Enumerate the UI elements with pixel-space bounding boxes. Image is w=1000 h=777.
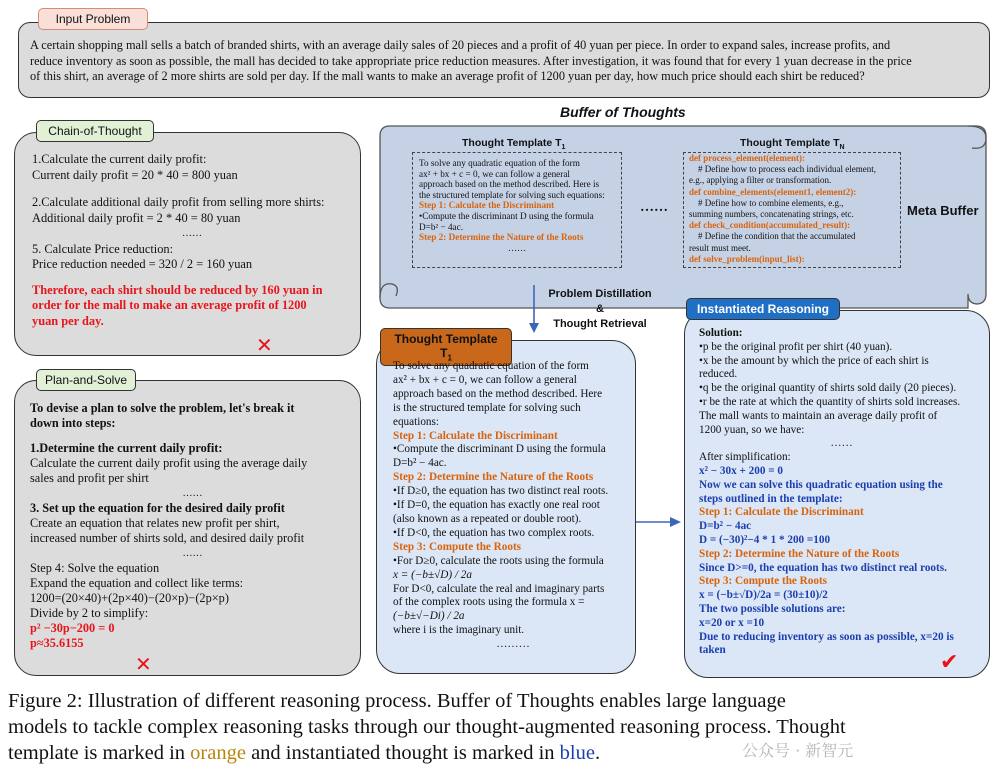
distill-line: Problem Distillation [548, 288, 652, 300]
buffer-t1-line: •Compute the discriminant D using the formula [419, 210, 594, 221]
ir-line: •r be the rate at which the quantity of shirts sold increases. [699, 395, 961, 408]
cot-line: Current daily profit = 20 * 40 = 800 yuan [32, 167, 238, 182]
cot-line: 1.Calculate the current daily profit: [32, 152, 207, 166]
ir-blue-line: Now we can solve this quadratic equation using the [699, 478, 943, 491]
ps-intro: To devise a plan to solve the problem, let's break it [30, 401, 295, 415]
ir-line: •p be the original profit per shirt (40 yuan). [699, 340, 893, 353]
ir-step: Step 3: Compute the Roots [699, 575, 828, 588]
buffer-tn-comment: result must meet. [689, 242, 751, 253]
tt1-line: (also known as a repeated or double root). [393, 512, 582, 525]
cot-label: Chain-of-Thought [36, 120, 154, 142]
ir-dots: …… [830, 437, 853, 450]
tt1-step: Step 2: Determine the Nature of the Roots [393, 471, 594, 484]
buffer-ellipsis: …… [640, 200, 668, 215]
cot-line: 5. Calculate Price reduction: [32, 241, 174, 256]
tt1-line: •Compute the discriminant D using the formula [393, 443, 606, 456]
buffer-tn-comment: # Define the condition that the accumulated [689, 231, 856, 242]
ir-line: •q be the original quantity of shirts sold daily (20 pieces). [699, 382, 957, 395]
buffer-tn-comment: # Define how to combine elements, e.g., [689, 197, 844, 208]
distill-label [540, 287, 660, 332]
ps-equation: p² −30p−200 = 0 [30, 621, 115, 635]
buffer-tn-code: def check_condition(accumulated_result): [689, 220, 851, 231]
meta-buffer-label: Meta Buffer [907, 203, 979, 218]
distill-amp: & [596, 303, 604, 315]
tt1-dots: ……… [496, 638, 530, 651]
tt1-label-sub: 1 [447, 353, 452, 363]
tt1-line: To solve any quadratic equation of the form [393, 360, 589, 372]
buffer-t1-line: D=b² − 4ac. [419, 221, 463, 232]
input-problem-label: Input Problem [38, 8, 148, 30]
ir-blue-line: Due to reducing inventory as soon as possible, x=20 is [699, 630, 954, 643]
buffer-t1-step: Step 1: Calculate the Discriminant [419, 200, 555, 211]
ps-line: Step 4: Solve the equation [30, 561, 160, 575]
ir-blue-line: D=b² − 4ac [699, 520, 752, 533]
tt1-line: of the complex roots using the formula x = [393, 596, 585, 609]
buffer-t1-line: To solve any quadratic equation of the form [419, 158, 580, 168]
ps-line: Expand the equation and collect like terms: [30, 576, 244, 590]
ps-line: Calculate the current daily profit using the average daily [30, 456, 308, 470]
cot-content [32, 152, 352, 329]
ir-blue-line: The two possible solutions are: [699, 602, 846, 615]
caption-text: . [594, 742, 601, 764]
ir-blue-line: taken [699, 644, 726, 657]
buffer-tn-comment: summing numbers, concatenating strings, etc. [689, 209, 854, 220]
distill-line: Thought Retrieval [553, 318, 647, 330]
ir-correct-icon: ✔ [940, 650, 959, 675]
input-problem-text [30, 38, 985, 85]
buffer-tn-code: def combine_elements(element1, element2): [689, 186, 857, 197]
cot-wrong-icon: ✕ [256, 333, 273, 357]
problem-line: of this shirt, an average of 2 more shirts are sold per day. If the mall wants to make an average profit of 1200 yuan per day, how much price should each shirt be reduced? [30, 69, 865, 83]
ps-line: Create an equation that relates new profit per shirt, [30, 516, 280, 530]
buffer-title: Buffer of Thoughts [560, 104, 686, 120]
buffer-t1-dots: …… [507, 242, 527, 253]
tt1-content [393, 360, 633, 652]
buffer-t1-sub: 1 [561, 144, 566, 152]
buffer-t1-step: Step 2: Determine the Nature of the Roots [419, 232, 584, 243]
ir-blue-line: x = (−b±√D)/2a = (30±10)/2 [699, 589, 828, 602]
caption-line: models to tackle complex reasoning tasks through our thought-augmented reasoning process. Thought [8, 716, 846, 738]
buffer-t1-title [462, 137, 565, 151]
tt1-line: For D<0, calculate the real and imaginary parts [393, 582, 605, 595]
ir-content [699, 327, 984, 658]
ps-label: Plan-and-Solve [36, 369, 136, 391]
ir-solution: Solution: [699, 327, 743, 339]
ir-line: After simplification: [699, 451, 791, 464]
caption-blue-word: blue [559, 742, 595, 764]
ps-dots: …… [182, 488, 203, 499]
ps-wrong-icon: ✕ [135, 652, 152, 676]
caption-orange-word: orange [190, 742, 246, 764]
tt1-line: •For D≥0, calculate the roots using the formula [393, 554, 604, 567]
buffer-t1-line: ax² + bx + c = 0, we can follow a general [419, 168, 570, 179]
watermark: 公众号 · 新智元 [742, 741, 854, 760]
tt1-line: •If D≥0, the equation has two distinct real roots. [393, 485, 609, 498]
ps-dots: …… [182, 548, 203, 559]
tt1-line: •If D<0, the equation has two complex roots. [393, 526, 595, 539]
buffer-tn-code: def solve_problem(input_list): [689, 253, 805, 264]
ps-line: sales and profit per shirt [30, 471, 149, 485]
buffer-tn-code: def process_element(element): [689, 153, 806, 163]
cot-line: Price reduction needed = 320 / 2 = 160 yuan [32, 257, 253, 271]
tt1-line: equations: [393, 415, 439, 428]
problem-line: A certain shopping mall sells a batch of branded shirts, with an average daily sales of 20 pieces and a profit of 40 yuan per piece. In order to expand sales, increase profits, and [30, 38, 891, 52]
ir-step: Step 1: Calculate the Discriminant [699, 506, 864, 519]
tt1-line: •If D=0, the equation has exactly one real root [393, 499, 600, 512]
tt1-line: is the structured template for solving such [393, 401, 581, 414]
problem-line: reduce inventory as soon as possible, the mall has decided to take appropriate price reduction measures. After investigation, it was found that for every 1 yuan decrease in the price [30, 53, 912, 68]
cot-conclusion: yuan per day. [32, 313, 104, 328]
ir-blue-line: Since D>=0, the equation has two distinct real roots. [699, 561, 947, 574]
buffer-tn-comment: e.g., applying a filter or transformation. [689, 175, 832, 186]
ps-answer: p≈35.6155 [30, 636, 84, 650]
buffer-t1-line: the structured template for solving such equations: [419, 189, 605, 200]
buffer-tn-sub: N [839, 144, 845, 152]
caption-text: template is marked in [8, 742, 191, 764]
tt1-line: approach based on the method described. Here [393, 387, 603, 400]
ps-step3-title: 3. Set up the equation for the desired daily profit [30, 501, 285, 515]
cot-conclusion: Therefore, each shirt should be reduced by 160 yuan in [32, 282, 323, 297]
ps-content [30, 401, 355, 651]
tt1-step: Step 3: Compute the Roots [393, 540, 522, 553]
tt1-formula: (−b±√−Di) / 2a [393, 610, 465, 623]
tt1-formula: x = (−b±√D) / 2a [393, 568, 472, 581]
tt1-label-text: Thought Template T [394, 332, 498, 360]
tt1-line: ax² + bx + c = 0, we can follow a general [393, 373, 577, 386]
ir-label: Instantiated Reasoning [686, 298, 840, 320]
buffer-tn-title-text: Thought Template T [740, 137, 840, 149]
ir-line: •x be the amount by which the price of each shirt is [699, 354, 929, 367]
ir-blue-line: steps outlined in the template: [699, 492, 843, 505]
ir-line: reduced. [699, 368, 738, 381]
ir-line: 1200 yuan, so we have: [699, 423, 805, 436]
tt1-step: Step 1: Calculate the Discriminant [393, 429, 558, 442]
ps-line: Divide by 2 to simplify: [30, 606, 149, 620]
cot-line: 2.Calculate additional daily profit from selling more shirts: [32, 195, 325, 209]
ps-intro: down into steps: [30, 416, 116, 430]
ir-step: Step 2: Determine the Nature of the Roots [699, 547, 900, 560]
buffer-t1-box [412, 152, 622, 268]
caption-line: Figure 2: Illustration of different reasoning process. Buffer of Thoughts enables large language [8, 690, 786, 712]
tt1-line: D=b² − 4ac. [393, 457, 447, 470]
cot-dots: …… [182, 228, 202, 239]
ps-line: 1200=(20×40)+(2p×40)−(20×p)−(2p×p) [30, 591, 229, 605]
tt1-line: where i is the imaginary unit. [393, 624, 525, 637]
buffer-tn-comment: # Define how to process each individual element, [689, 164, 876, 175]
buffer-t1-title-text: Thought Template T [462, 137, 562, 149]
buffer-t1-line: approach based on the method described. Here is [419, 179, 600, 190]
instantiate-arrow [634, 514, 684, 530]
ir-equation: x² − 30x + 200 = 0 [699, 464, 784, 477]
ir-line: The mall wants to maintain an average daily profit of [699, 409, 938, 422]
buffer-tn-title [740, 137, 845, 151]
ps-line: increased number of shirts sold, and desired daily profit [30, 531, 305, 545]
caption-text: and instantiated thought is marked in [245, 742, 560, 764]
buffer-tn-box [683, 152, 901, 268]
ir-blue-line: x=20 or x =10 [699, 616, 765, 629]
cot-line: Additional daily profit = 2 * 40 = 80 yuan [32, 210, 241, 225]
ps-step1-title: 1.Determine the current daily profit: [30, 441, 223, 455]
cot-conclusion: order for the mall to make an average profit of 1200 [32, 298, 307, 312]
ir-blue-line: D = (−30)²−4 * 1 * 200 =100 [699, 533, 831, 546]
